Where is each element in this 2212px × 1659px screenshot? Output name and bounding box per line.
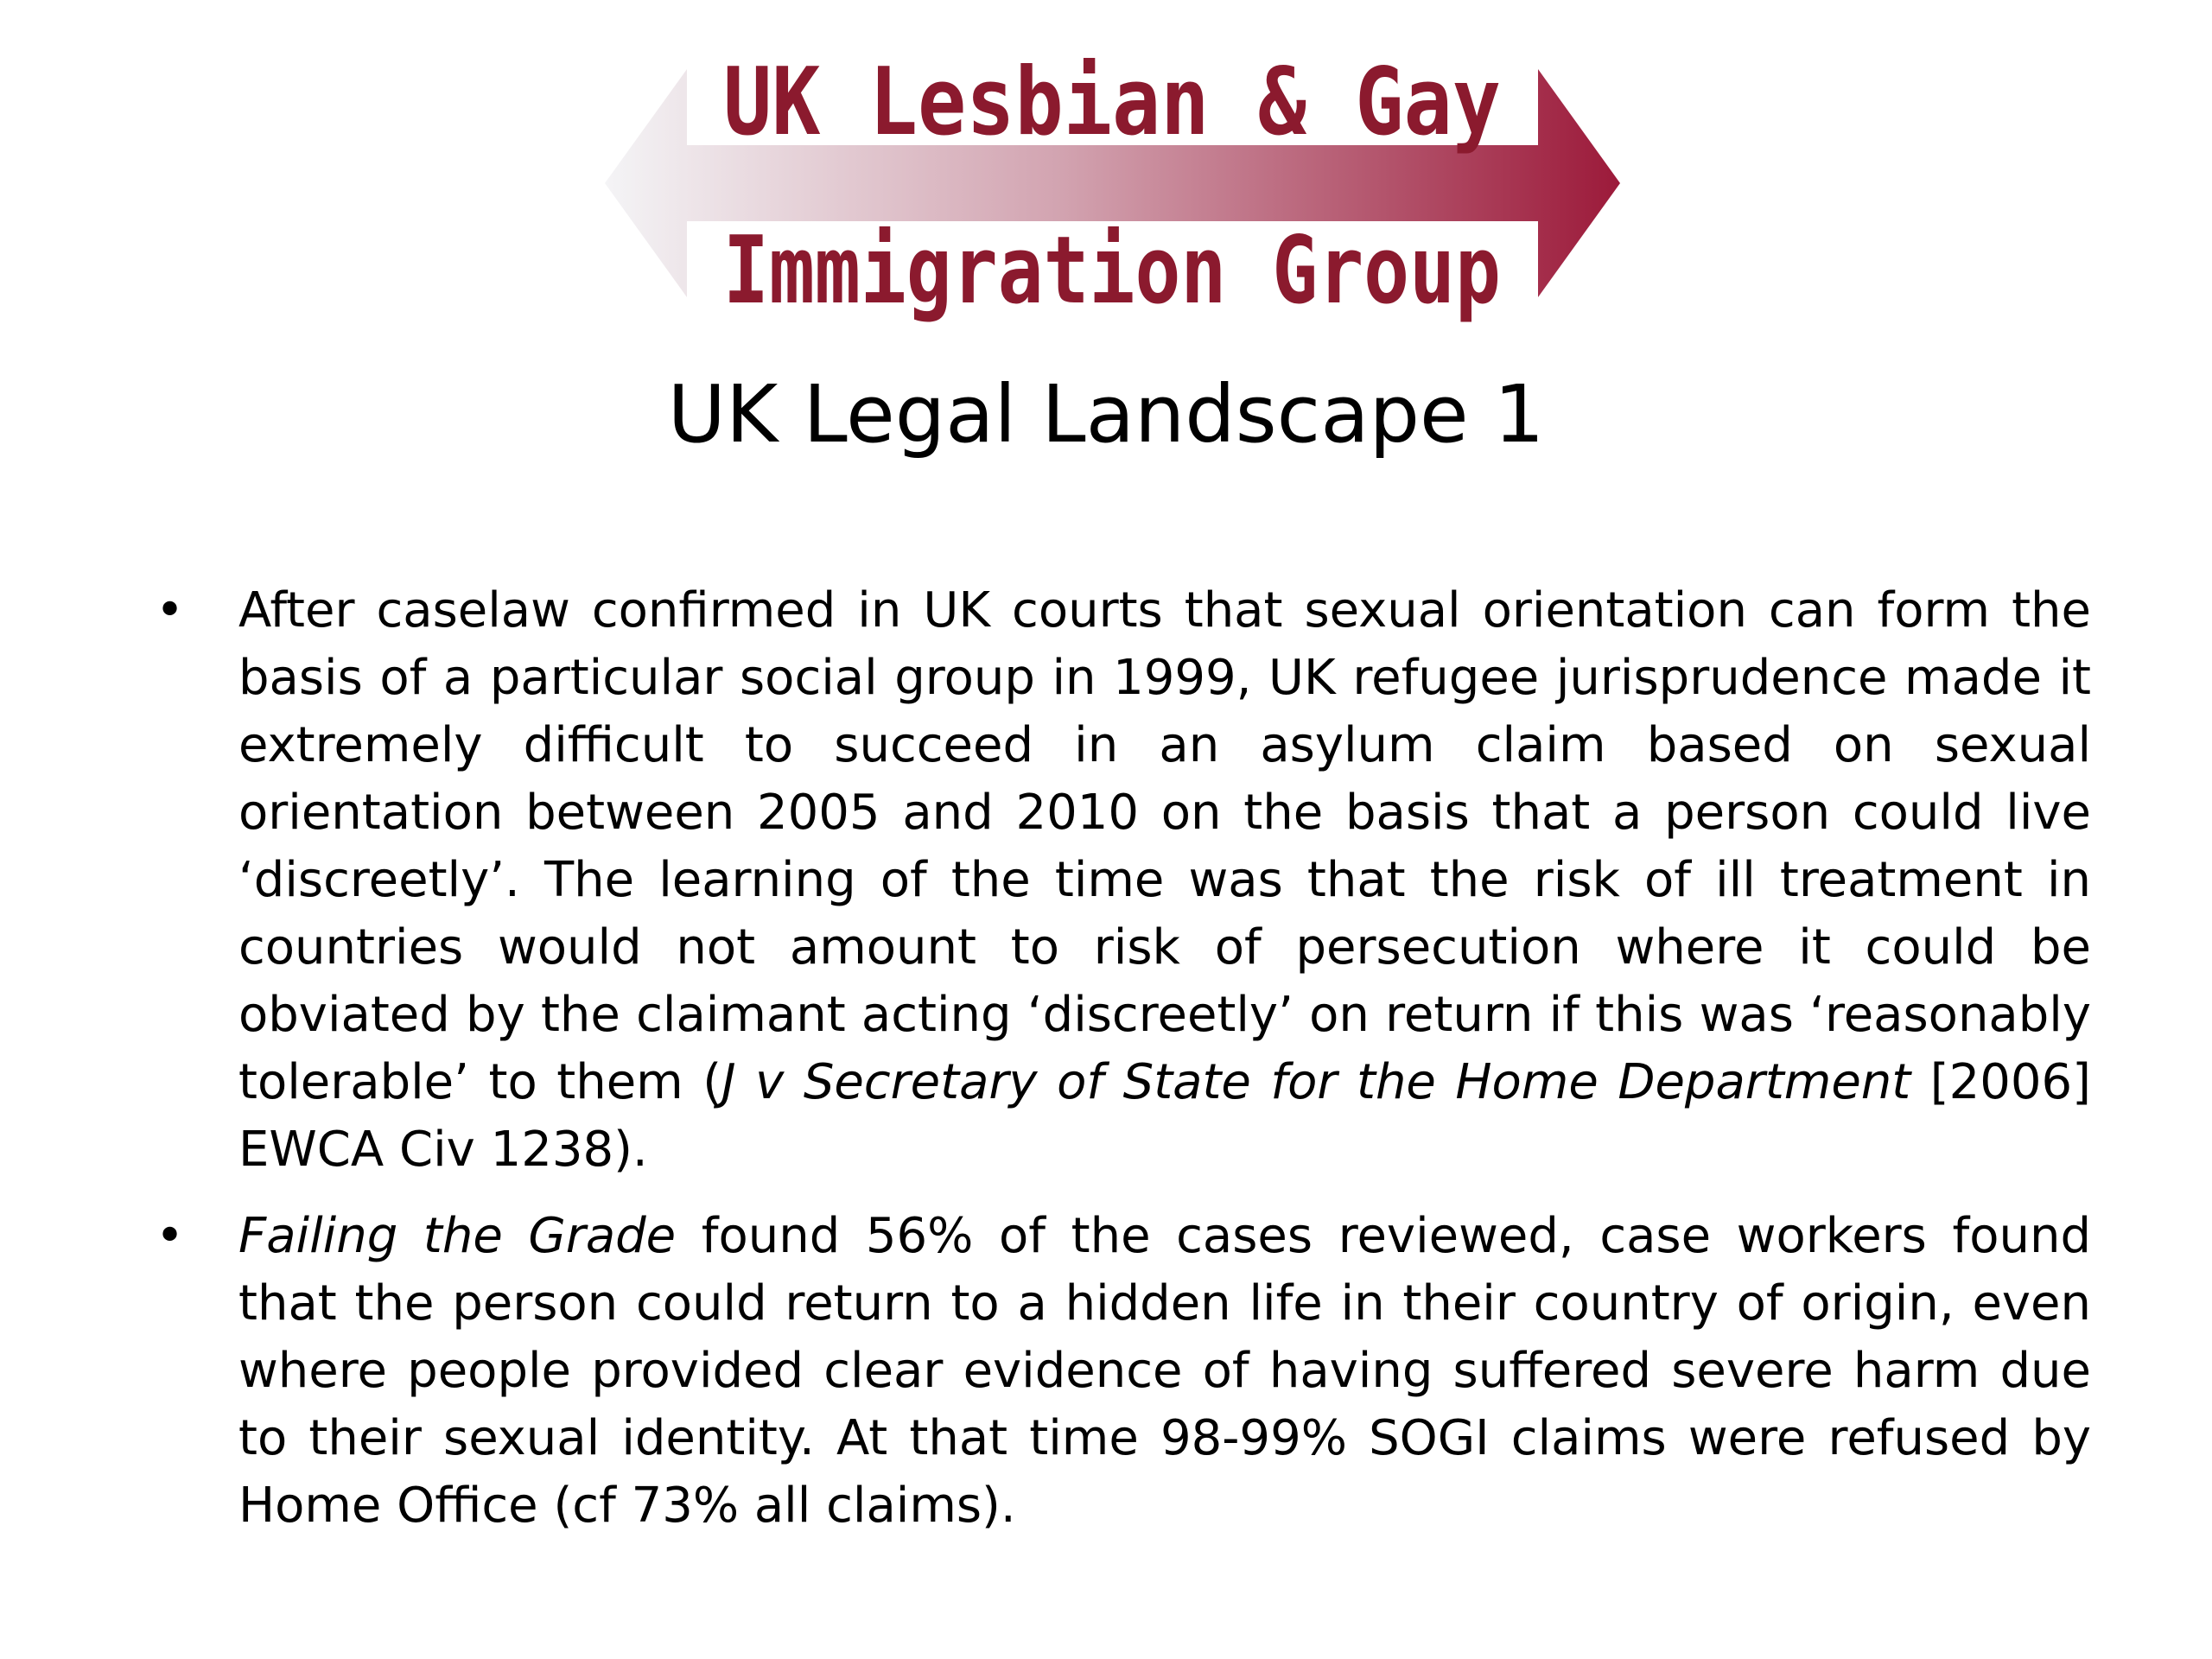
bullet-text: [2006] EWCA Civ 1238). [238,1054,2091,1178]
logo-graphic [605,35,1624,328]
slide-title: UK Legal Landscape 1 [667,368,1545,461]
logo-line-1: UK Lesbian & Gay [723,48,1501,156]
organization-logo [605,35,1624,328]
case-citation: J v Secretary of State for the Home Department [721,1054,1911,1110]
report-title: Failing the Grade [238,1208,677,1264]
bullet-text: found 56% of the cases reviewed, case workers found that the person could return to a hidden life in their country of origin, even where people provided clear evidence of having suffered severe harm due to their sexual identity. At that time 98-99% SOGI claims were refused by Home Office (cf 73% all claims). [238,1208,2091,1534]
bullet-list [156,577,2091,1559]
bullet-item [156,1203,2091,1540]
bullet-icon: • [156,1208,185,1264]
bullet-icon: • [156,582,185,639]
bullet-item [156,577,2091,1184]
logo-line-2: Immigration Group [723,217,1501,325]
bullet-text: After caselaw confirmed in UK courts that sexual orientation can form the basis of a particular social group in 1999, UK refugee jurisprudence made it extremely difficult to succeed in an asylum claim based on sexual orientation between 2005 and 2010 on the basis that a person could live ‘discreetly’. The learning of the time was that the risk of ill treatment in countries would not amount to risk of persecution where it could be obviated by the claimant acting ‘discreetly’ on return if this was ‘reasonably tolerable’ to them ( [238,582,2091,1110]
